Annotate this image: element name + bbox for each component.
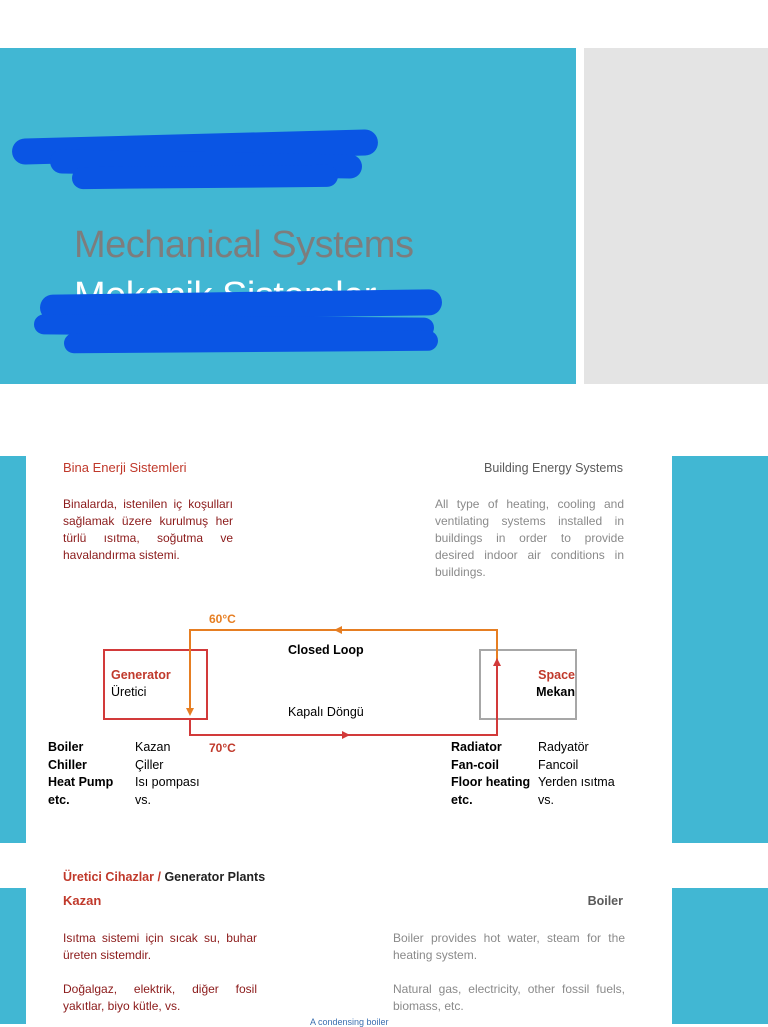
- supply-arrow-down: [186, 708, 194, 716]
- supply-arrow-left: [334, 626, 342, 634]
- list-item: Isı pompası: [135, 775, 200, 789]
- list-item: Radyatör: [538, 740, 589, 754]
- space-label-english: Space: [538, 668, 575, 682]
- breadcrumb: [63, 870, 265, 884]
- list-item: etc.: [48, 792, 70, 807]
- slide-accent-right: [672, 888, 768, 1024]
- list-item: Çiller: [135, 757, 164, 772]
- next-slide-thumbnail: [584, 48, 768, 384]
- fuel-types-english: Natural gas, electricity, other fossil fuels, biomass, etc.: [393, 982, 625, 1013]
- return-arrow-right: [342, 731, 350, 739]
- heading-english: Boiler: [587, 894, 623, 908]
- loop-label-turkish: Kapalı Döngü: [288, 705, 364, 719]
- title-english: Mechanical Systems: [74, 224, 414, 266]
- fuel-types-turkish: Doğalgaz, elektrik, diğer fosil yakıtlar, biyo kütle, vs.: [63, 982, 257, 1013]
- list-item: Chiller: [48, 757, 87, 772]
- return-temperature: 70°C: [209, 741, 236, 755]
- list-item: Yerden ısıtma: [538, 775, 615, 789]
- list-item: Kazan: [135, 740, 171, 754]
- list-item: Radiator: [451, 740, 502, 754]
- list-item: Fan-coil: [451, 757, 499, 772]
- list-item: Heat Pump: [48, 775, 114, 789]
- image-caption: A condensing boiler: [310, 1017, 389, 1027]
- closed-loop-diagram: [0, 600, 672, 810]
- boiler-definition-english: Boiler provides hot water, steam for the heating system.: [393, 931, 625, 962]
- slide-accent-right: [672, 456, 768, 843]
- space-label-turkish: Mekan: [536, 685, 575, 699]
- list-item: Fancoil: [538, 757, 579, 772]
- heading-turkish: Bina Enerji Sistemleri: [63, 460, 187, 475]
- supply-temperature: 60°C: [209, 612, 236, 626]
- generator-label-turkish: Üretici: [111, 685, 147, 699]
- breadcrumb-english: Generator Plants: [164, 870, 266, 884]
- return-line: [190, 662, 497, 735]
- list-item: Floor heating: [451, 775, 531, 789]
- loop-label-english: Closed Loop: [288, 643, 364, 657]
- breadcrumb-turkish: Üretici Cihazlar: [63, 870, 155, 884]
- title-slide: [0, 48, 576, 384]
- heading-turkish: Kazan: [63, 893, 102, 908]
- breadcrumb-separator: /: [154, 870, 165, 884]
- list-item: vs.: [538, 792, 554, 807]
- heading-english: Building Energy Systems: [484, 461, 623, 475]
- list-item: vs.: [135, 792, 151, 807]
- generator-label-english: Generator: [111, 668, 171, 682]
- return-arrow-up: [493, 658, 501, 666]
- generator-list-english: [48, 739, 113, 809]
- boiler-definition-turkish: Isıtma sistemi için sıcak su, buhar üreten sistemdir.: [63, 931, 257, 962]
- redaction-mark: [64, 331, 438, 354]
- definition-turkish: Binalarda, istenilen iç koşulları sağlamak üzere kurulmuş her türlü ısıtma, soğutma ve havalandırma sistemi.: [63, 497, 233, 562]
- space-list-english: [451, 739, 530, 809]
- list-item: etc.: [451, 792, 473, 807]
- space-list-turkish: [538, 739, 615, 809]
- list-item: Boiler: [48, 740, 84, 754]
- redaction-mark: [72, 165, 338, 189]
- generator-list-turkish: [135, 739, 200, 809]
- definition-english: All type of heating, cooling and ventilating systems installed in buildings in order to provide desired indoor air conditions in buildings.: [435, 497, 624, 579]
- slide-accent-left: [0, 888, 26, 1024]
